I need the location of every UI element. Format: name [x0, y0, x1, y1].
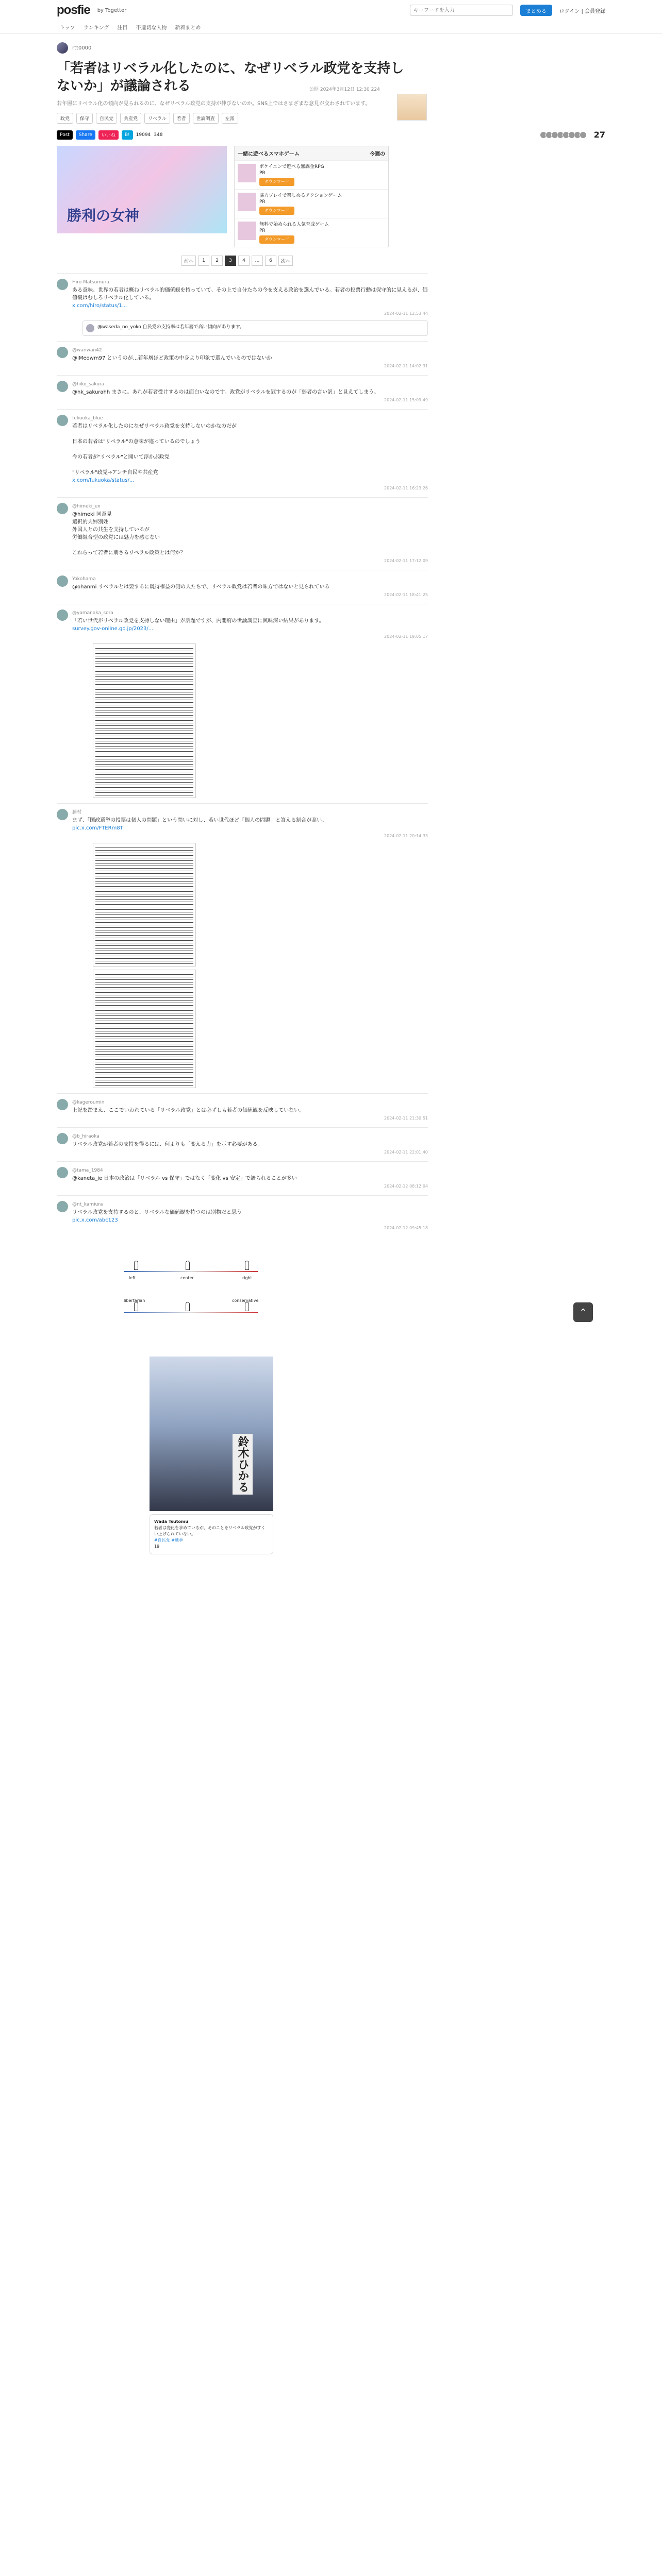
- avatar[interactable]: [57, 609, 68, 621]
- list-item: Yokohama @ohanmi リベラルとは要するに既得権益の側の人たちで、リベラル政党は若者の味方ではないと見られている 2024-02-11 18:41:25: [57, 570, 428, 604]
- favorited-avatars: [541, 131, 587, 139]
- tag[interactable]: 政党: [57, 113, 73, 124]
- author-name[interactable]: rtt0000: [72, 45, 92, 51]
- ad-banner: [57, 146, 605, 247]
- count-views: 19094: [136, 132, 151, 138]
- page-link[interactable]: 2: [211, 256, 223, 266]
- pagination: [57, 256, 418, 266]
- like-button[interactable]: いいね: [98, 130, 119, 140]
- article-thumbnail: [397, 94, 427, 121]
- page-ellipsis: …: [252, 256, 263, 266]
- share-fb-button[interactable]: Share: [76, 130, 95, 140]
- avatar[interactable]: [57, 381, 68, 392]
- page-link[interactable]: 1: [198, 256, 209, 266]
- excerpt: 若年層にリベラル化の傾向が見られるのに、なぜリベラル政党の支持が伸びないのか。SNS上ではさまざまな意見が交わされています。: [57, 101, 371, 107]
- page-link[interactable]: 4: [238, 256, 250, 266]
- page-current[interactable]: 3: [225, 256, 236, 266]
- avatar[interactable]: [57, 1099, 68, 1110]
- table-image[interactable]: [93, 843, 196, 967]
- page-prev[interactable]: 前へ: [181, 256, 196, 266]
- avatar[interactable]: [57, 575, 68, 587]
- tag[interactable]: 左派: [222, 113, 238, 124]
- nav-featured[interactable]: 注目: [117, 25, 128, 31]
- post-list: [57, 273, 605, 1353]
- ad-item[interactable]: ボケイエンで遊べる無課金RPG PR ダウンロード: [235, 160, 388, 189]
- download-button[interactable]: ダウンロード: [259, 235, 294, 244]
- list-item: @hiko_sakura @hk_sakurahh まさに。あれが若者受けするのは面白いなのです。政党がリベラルを冠するのが「弱者の言い訳」と見えてしまう。 2024-02-11 15:09:49: [57, 375, 428, 409]
- post-date: 公開 2024年3月12日 12:30 224: [309, 87, 380, 92]
- main-nav: [0, 21, 662, 34]
- table-image[interactable]: [93, 643, 196, 798]
- embedded-post[interactable]: Wada Tsutomu 若者は変化を求めているが、そのことをリベラル政党がすくい上げられていない。 #自民党 #選挙 19: [150, 1514, 273, 1554]
- post-link[interactable]: x.com/hiro/status/1...: [72, 303, 127, 309]
- tag[interactable]: 自民党: [96, 113, 117, 124]
- post-link[interactable]: x.com/fukuoka/status/...: [72, 478, 135, 483]
- page-title: 「若者はリベラル化したのに、なぜリベラル政党を支持しないか」が議論される: [57, 61, 404, 94]
- scroll-top-button[interactable]: ⌃: [573, 1302, 593, 1322]
- nav-ranking[interactable]: ランキング: [83, 25, 109, 31]
- avatar[interactable]: [57, 1201, 68, 1212]
- post-button[interactable]: まとめる: [520, 5, 552, 16]
- list-item: @tama_1984 @kaneta_ie 日本の政治は「リベラル vs 保守」ではなく「変化 vs 安定」で語られることが多い 2024-02-12 08:12:04: [57, 1161, 428, 1195]
- avatar[interactable]: [57, 415, 68, 426]
- site-logo[interactable]: posfie: [57, 3, 90, 17]
- fav-count: 27: [593, 130, 605, 140]
- list-item: @b_hiraoka リベラル政党が若者の支持を得るには、何よりも「変える力」を示す必要がある。 2024-02-11 22:01:40: [57, 1127, 428, 1161]
- list-item: @himeki_ex @himeki 同意見 選択的夫婦別姓 外国人との共生を支持しているが 労働組合型の政党には魅力を感じない これらって若者に刺さるリベラル政策とは何か？ 2024-02-11 17:12:09: [57, 497, 428, 570]
- list-item: @nt_kamiura リベラル政党を支持するのと、リベラルな価値観を持つのは別物だと思う pic.x.com/abc123 2024-02-12 09:45:18 left center right libertarian conservative: [57, 1195, 428, 1353]
- site-header: [0, 0, 662, 21]
- tag[interactable]: 共産党: [120, 113, 141, 124]
- list-item: @kageroumin 上記を踏まえ、ここでいわれている「リベラル政党」とは必ずしも若者の価値観を反映していない。 2024-02-11 21:30:51: [57, 1093, 428, 1127]
- tag-list: [57, 113, 605, 124]
- ad-image[interactable]: 勝利の女神: [57, 146, 227, 233]
- ad-item[interactable]: 無料で始められる人気育成ゲーム PR ダウンロード: [235, 218, 388, 247]
- login-link[interactable]: ログイン | 会員登録: [559, 8, 605, 14]
- political-spectrum-image[interactable]: left center right libertarian conservative: [113, 1235, 268, 1348]
- post-link[interactable]: pic.x.com/abc123: [72, 1217, 118, 1223]
- page-next[interactable]: 次へ: [278, 256, 293, 266]
- share-x-button[interactable]: Post: [57, 130, 73, 140]
- hatebu-button[interactable]: B!: [122, 130, 133, 140]
- nav-inappropriate[interactable]: 不適切な人物: [136, 25, 167, 31]
- quoted-post[interactable]: @waseda_no_yoko 自民党の支持率は若年層で高い傾向があります。: [82, 320, 428, 336]
- avatar[interactable]: [57, 1133, 68, 1144]
- count-favs: 348: [154, 132, 163, 138]
- nav-new[interactable]: 新着まとめ: [175, 25, 201, 31]
- download-button[interactable]: ダウンロード: [259, 207, 294, 215]
- table-image[interactable]: [93, 970, 196, 1088]
- avatar[interactable]: [57, 1167, 68, 1178]
- logo-by: by Togetter: [97, 7, 127, 13]
- post-link[interactable]: survey.gov-online.go.jp/2023/...: [72, 626, 154, 632]
- avatar[interactable]: [57, 42, 68, 54]
- ad-list: 一緒に遊べるスマホゲーム 今週の ボケイエンで遊べる無課金RPG PR ダウンロード 協力プレイで楽しめるアクションゲーム PR ダウンロード 無料で始められる人気育成ゲーム PR ダウンロード: [234, 146, 389, 247]
- post-link[interactable]: pic.x.com/FTERm8T: [72, 825, 123, 831]
- search-input[interactable]: [410, 5, 513, 16]
- share-bar: [57, 130, 605, 140]
- download-button[interactable]: ダウンロード: [259, 178, 294, 186]
- page-link[interactable]: 6: [265, 256, 276, 266]
- list-item: 藤村 まず、「国政選挙の投票は個人の問題」という問いに対し、若い世代ほど「個人の問題」と答える割合が高い。 pic.x.com/FTERm8T 2024-02-11 20:14:33: [57, 803, 428, 1093]
- tag[interactable]: 若者: [173, 113, 190, 124]
- nav-top[interactable]: トップ: [60, 25, 75, 31]
- list-item: @wanwan42 @iMeowm97 というのが…若年層ほど政策の中身より印象で選んでいるのではないか 2024-02-11 14:02:31: [57, 341, 428, 375]
- list-item: fukuoka_blue 若者はリベラル化したのになぜリベラル政党を支持しないのかなのだが 日本の若者は"リベラル"の意味が違っているのでしょう 今の若者が"リベラル"と聞いて浮かぶ政党 "リベラル"政党→アンチ自民や共産党 x.com/fukuoka/status/... 2024-02-11 16:23:26: [57, 409, 428, 497]
- rally-photo[interactable]: 鈴木ひかる: [150, 1357, 273, 1511]
- tag[interactable]: 世論調査: [193, 113, 219, 124]
- avatar[interactable]: [57, 279, 68, 290]
- avatar[interactable]: [57, 347, 68, 358]
- author-row: [57, 42, 605, 54]
- avatar[interactable]: [57, 809, 68, 820]
- list-item: @yamanaka_sora 「若い世代がリベラル政党を支持しない理由」が話題ですが、内閣府の世論調査に興味深い結果があります。 survey.gov-online.go.jp/2023/... 2024-02-11 19:05:17: [57, 604, 428, 803]
- avatar[interactable]: [57, 503, 68, 514]
- tag[interactable]: リベラル: [144, 113, 170, 124]
- list-item: Hiro Matsumura ある意味、世界の若者は概ねリベラル的価値観を持っていて、その上で自分たちの今を支える政治を選んでいる。若者の投票行動は保守的に見えるが、価値観はむしろリベラル化している。 x.com/hiro/status/1... 2024-02-11 12:53:44 @waseda_no_yoko 自民党の支持率は若年層で高い傾向があります。: [57, 273, 428, 341]
- ad-item[interactable]: 協力プレイで楽しめるアクションゲーム PR ダウンロード: [235, 189, 388, 218]
- tag[interactable]: 保守: [76, 113, 93, 124]
